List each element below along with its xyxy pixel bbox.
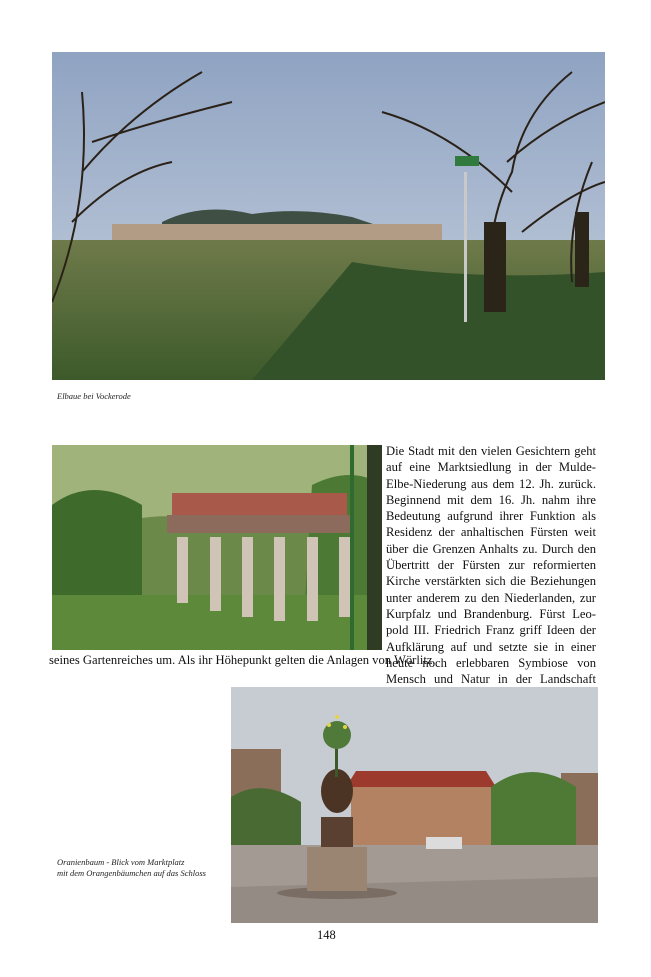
body-line: Mensch und Natur in der Landschaft [386,672,596,687]
body-line: Kurpfalz und Brandenburg. Fürst Leo- [386,606,596,621]
body-line: Residenz der anhaltischen Fürsten weit [386,525,596,540]
photo-column-ruin [52,445,382,650]
body-line: Übertritt der Fürsten zur reformierten [386,558,596,573]
body-last-line: seines Gartenreiches um. Als ihr Höhepunkt gelten die Anlagen von Wörlitz. [49,653,436,667]
body-line: pold III. Friedrich Franz griff Ideen der [386,623,596,638]
body-line: Die Stadt mit den vielen Gesichtern geht [386,444,596,458]
photo-elbaue-landscape [52,52,605,380]
body-paragraph [386,443,596,687]
body-line: auf eine Marktsiedlung in der Mulde- [386,460,596,475]
body-line: Beginnend mit dem 16. Jh. nahm ihre [386,492,596,507]
body-line: Kirche verstärkten sich die Beziehungen [386,574,596,589]
body-line: unter anderem zu den Niederlanden, zur [386,590,596,605]
page-number: 148 [317,928,336,942]
caption-line: Oranienbaum - Blick vom Marktplatz [57,857,185,867]
caption-elbaue: Elbaue bei Vockerode [57,391,131,401]
body-line: Bedeutung aufgrund ihrer Funktion als [386,509,596,524]
body-line: heute noch erlebbaren Symbiose von [386,655,596,670]
body-line: Elbe-Niederung aus dem 12. Jh. zurück. [386,476,596,491]
body-line: Aufklärung auf und setzte sie in einer [386,639,596,654]
photo-oranienbaum-schloss [231,687,598,923]
caption-oranienbaum [57,857,232,879]
caption-line: mit dem Orangenbäumchen auf das Schloss [57,868,206,878]
body-line: über die Grenzen Anhalts zu. Durch den [386,541,596,556]
